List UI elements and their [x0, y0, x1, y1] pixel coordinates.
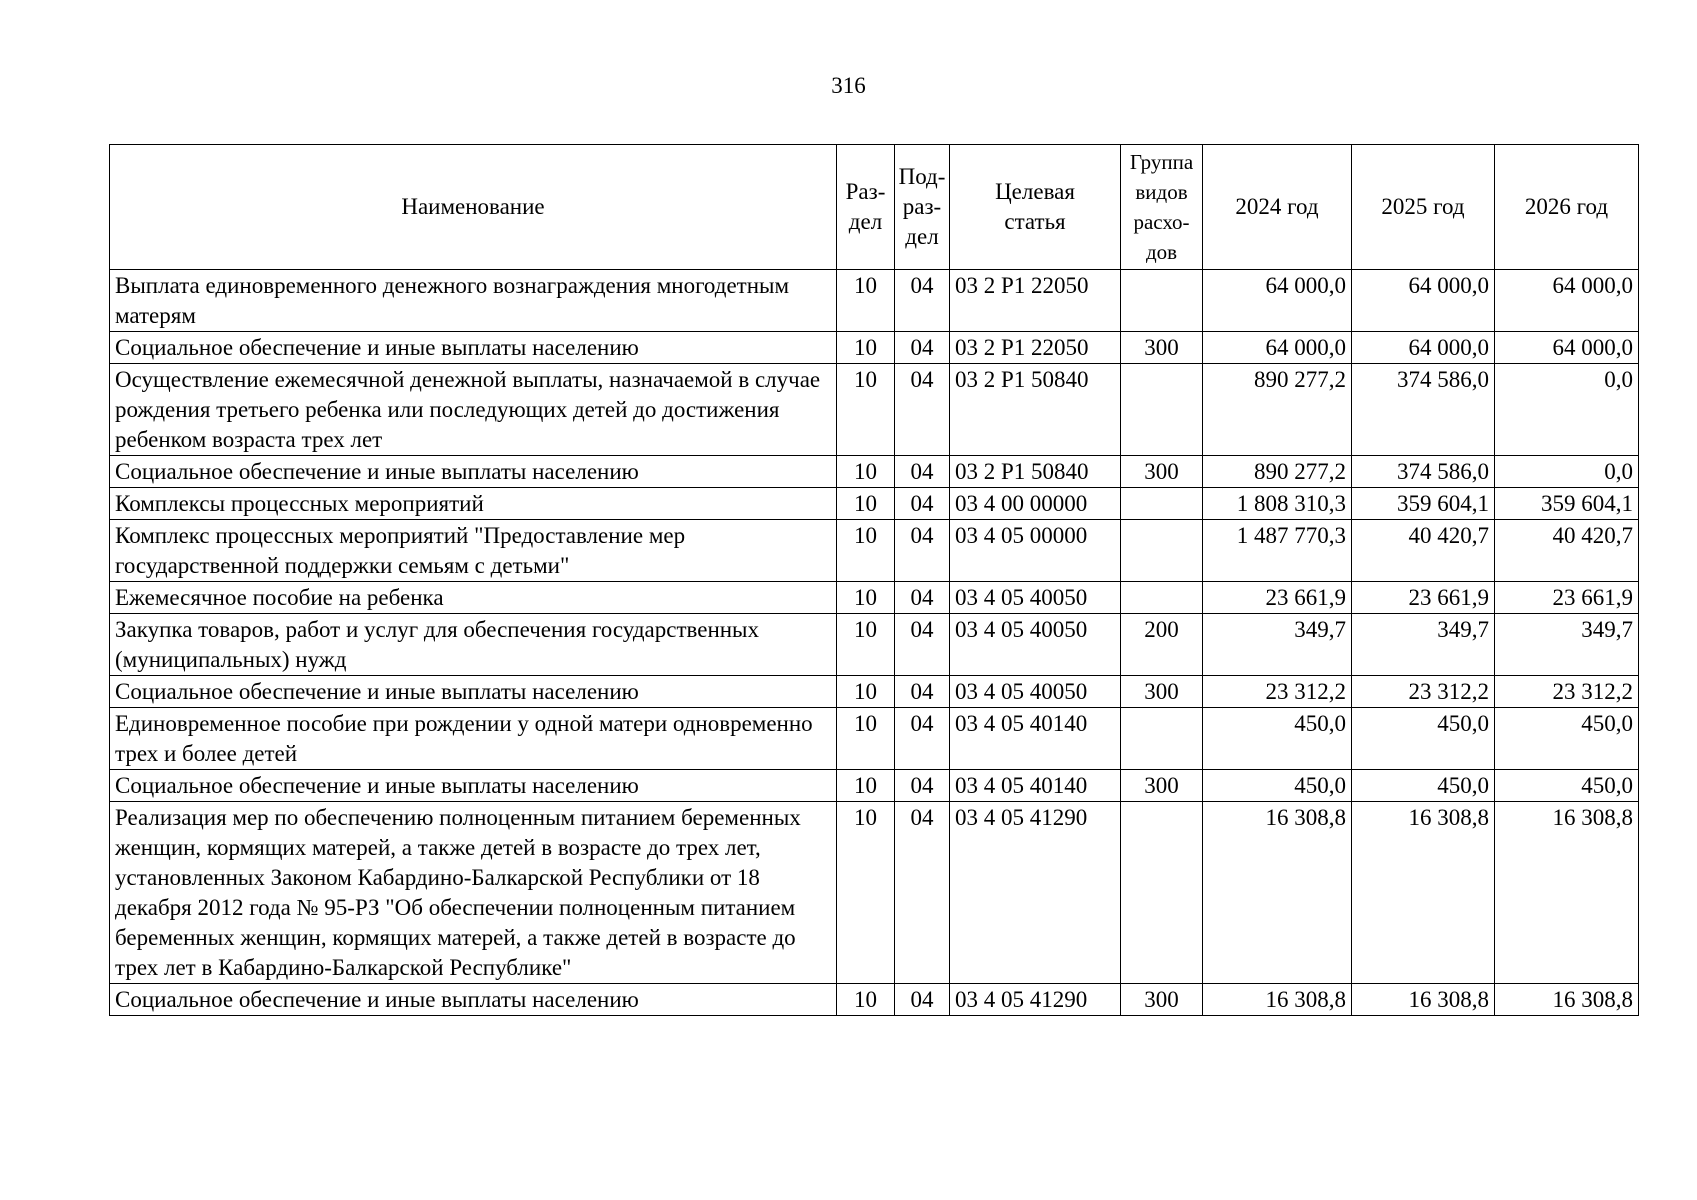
table-body [110, 270, 1639, 1016]
row-2025: 450,0 [1352, 708, 1495, 770]
row-group: 300 [1121, 770, 1203, 802]
row-razdel: 10 [837, 488, 895, 520]
row-razdel: 10 [837, 676, 895, 708]
row-2025: 374 586,0 [1352, 456, 1495, 488]
row-2025: 64 000,0 [1352, 332, 1495, 364]
row-name: Единовременное пособие при рождении у одной матери одновременно трех и более детей [110, 708, 837, 770]
row-razdel: 10 [837, 270, 895, 332]
header-podrazdel-text: Под- раз- дел [898, 164, 946, 249]
table-row [110, 984, 1639, 1016]
row-podrazdel: 04 [895, 802, 950, 984]
row-2024: 349,7 [1203, 614, 1352, 676]
header-2026: 2026 год [1495, 145, 1639, 270]
row-target-code: 03 4 05 40050 [950, 582, 1121, 614]
row-group [1121, 364, 1203, 456]
row-name: Комплекс процессных мероприятий "Предоставление мер государственной поддержки семьям с детьми" [110, 520, 837, 582]
row-name: Осуществление ежемесячной денежной выплаты, назначаемой в случае рождения третьего ребенка или последующих детей до достижения ребенком возраста трех лет [110, 364, 837, 456]
row-target-code: 03 4 00 00000 [950, 488, 1121, 520]
page-number: 316 [831, 73, 866, 98]
row-2024: 16 308,8 [1203, 802, 1352, 984]
row-2026: 23 661,9 [1495, 582, 1639, 614]
row-razdel: 10 [837, 614, 895, 676]
header-target [950, 145, 1121, 270]
row-2026: 40 420,7 [1495, 520, 1639, 582]
table-row [110, 364, 1639, 456]
row-razdel: 10 [837, 582, 895, 614]
row-target-code: 03 2 P1 50840 [950, 456, 1121, 488]
row-group [1121, 488, 1203, 520]
row-target-code: 03 2 P1 22050 [950, 332, 1121, 364]
row-2024: 1 808 310,3 [1203, 488, 1352, 520]
row-2024: 890 277,2 [1203, 364, 1352, 456]
row-group [1121, 582, 1203, 614]
row-podrazdel: 04 [895, 456, 950, 488]
row-target-code: 03 4 05 41290 [950, 802, 1121, 984]
row-group [1121, 802, 1203, 984]
header-podrazdel [895, 145, 950, 270]
row-2026: 0,0 [1495, 364, 1639, 456]
header-group [1121, 145, 1203, 270]
row-2026: 0,0 [1495, 456, 1639, 488]
row-target-code: 03 2 P1 22050 [950, 270, 1121, 332]
row-target-code: 03 4 05 41290 [950, 984, 1121, 1016]
table-row [110, 676, 1639, 708]
table-row [110, 614, 1639, 676]
row-name: Выплата единовременного денежного вознаграждения многодетным матерям [110, 270, 837, 332]
row-name: Комплексы процессных мероприятий [110, 488, 837, 520]
row-name: Социальное обеспечение и иные выплаты населению [110, 676, 837, 708]
row-2024: 23 661,9 [1203, 582, 1352, 614]
row-2026: 450,0 [1495, 770, 1639, 802]
row-razdel: 10 [837, 456, 895, 488]
row-group: 300 [1121, 332, 1203, 364]
row-razdel: 10 [837, 332, 895, 364]
table-row [110, 802, 1639, 984]
row-2024: 450,0 [1203, 708, 1352, 770]
row-podrazdel: 04 [895, 676, 950, 708]
row-group: 200 [1121, 614, 1203, 676]
row-podrazdel: 04 [895, 520, 950, 582]
row-name: Социальное обеспечение и иные выплаты населению [110, 456, 837, 488]
row-razdel: 10 [837, 520, 895, 582]
header-group-text: Группа видов расхо- дов [1129, 150, 1194, 264]
row-2024: 1 487 770,3 [1203, 520, 1352, 582]
row-razdel: 10 [837, 802, 895, 984]
table-row [110, 520, 1639, 582]
row-target-code: 03 4 05 40050 [950, 614, 1121, 676]
row-name: Ежемесячное пособие на ребенка [110, 582, 837, 614]
row-2025: 450,0 [1352, 770, 1495, 802]
budget-table [109, 144, 1639, 1016]
row-razdel: 10 [837, 708, 895, 770]
row-2025: 23 312,2 [1352, 676, 1495, 708]
row-2026: 64 000,0 [1495, 332, 1639, 364]
row-2024: 23 312,2 [1203, 676, 1352, 708]
header-2025: 2025 год [1352, 145, 1495, 270]
row-group [1121, 270, 1203, 332]
row-2025: 64 000,0 [1352, 270, 1495, 332]
row-podrazdel: 04 [895, 332, 950, 364]
row-podrazdel: 04 [895, 614, 950, 676]
row-razdel: 10 [837, 984, 895, 1016]
row-group: 300 [1121, 676, 1203, 708]
row-podrazdel: 04 [895, 488, 950, 520]
table-row [110, 332, 1639, 364]
row-2025: 349,7 [1352, 614, 1495, 676]
row-podrazdel: 04 [895, 270, 950, 332]
table-row [110, 582, 1639, 614]
row-podrazdel: 04 [895, 770, 950, 802]
row-podrazdel: 04 [895, 364, 950, 456]
row-2026: 450,0 [1495, 708, 1639, 770]
table-row [110, 770, 1639, 802]
table-row [110, 708, 1639, 770]
row-name: Социальное обеспечение и иные выплаты населению [110, 770, 837, 802]
row-target-code: 03 2 P1 50840 [950, 364, 1121, 456]
row-2025: 359 604,1 [1352, 488, 1495, 520]
table-header [110, 145, 1639, 270]
row-2024: 450,0 [1203, 770, 1352, 802]
row-razdel: 10 [837, 364, 895, 456]
row-target-code: 03 4 05 40140 [950, 708, 1121, 770]
header-2024: 2024 год [1203, 145, 1352, 270]
row-2024: 64 000,0 [1203, 270, 1352, 332]
row-group: 300 [1121, 456, 1203, 488]
row-group: 300 [1121, 984, 1203, 1016]
row-2025: 40 420,7 [1352, 520, 1495, 582]
row-name: Социальное обеспечение и иные выплаты населению [110, 984, 837, 1016]
row-target-code: 03 4 05 40140 [950, 770, 1121, 802]
header-target-text: Целевая статья [995, 179, 1075, 234]
table-row [110, 488, 1639, 520]
row-2026: 16 308,8 [1495, 984, 1639, 1016]
row-2024: 890 277,2 [1203, 456, 1352, 488]
header-razdel-text: Раз- дел [845, 179, 886, 234]
header-name: Наименование [110, 145, 837, 270]
row-2026: 349,7 [1495, 614, 1639, 676]
row-2025: 374 586,0 [1352, 364, 1495, 456]
row-podrazdel: 04 [895, 708, 950, 770]
header-razdel [837, 145, 895, 270]
table-row [110, 270, 1639, 332]
row-2025: 16 308,8 [1352, 802, 1495, 984]
row-2026: 64 000,0 [1495, 270, 1639, 332]
row-2025: 16 308,8 [1352, 984, 1495, 1016]
row-group [1121, 708, 1203, 770]
row-2024: 64 000,0 [1203, 332, 1352, 364]
row-target-code: 03 4 05 00000 [950, 520, 1121, 582]
row-podrazdel: 04 [895, 984, 950, 1016]
row-2024: 16 308,8 [1203, 984, 1352, 1016]
row-razdel: 10 [837, 770, 895, 802]
row-name: Закупка товаров, работ и услуг для обеспечения государственных (муниципальных) нужд [110, 614, 837, 676]
row-target-code: 03 4 05 40050 [950, 676, 1121, 708]
row-group [1121, 520, 1203, 582]
table-row [110, 456, 1639, 488]
row-2026: 16 308,8 [1495, 802, 1639, 984]
row-podrazdel: 04 [895, 582, 950, 614]
row-2025: 23 661,9 [1352, 582, 1495, 614]
row-2026: 23 312,2 [1495, 676, 1639, 708]
row-name: Социальное обеспечение и иные выплаты населению [110, 332, 837, 364]
row-name: Реализация мер по обеспечению полноценным питанием беременных женщин, кормящих матерей, а также детей в возрасте до трех лет, установленных Законом Кабардино-Балкарской Республики от 18 декабря 2012 года № 95-РЗ "Об обеспечении полноценным питанием беременных женщин, кормящих матерей, а также детей в возрасте до трех лет в Кабардино-Балкарской Республике" [110, 802, 837, 984]
row-2026: 359 604,1 [1495, 488, 1639, 520]
